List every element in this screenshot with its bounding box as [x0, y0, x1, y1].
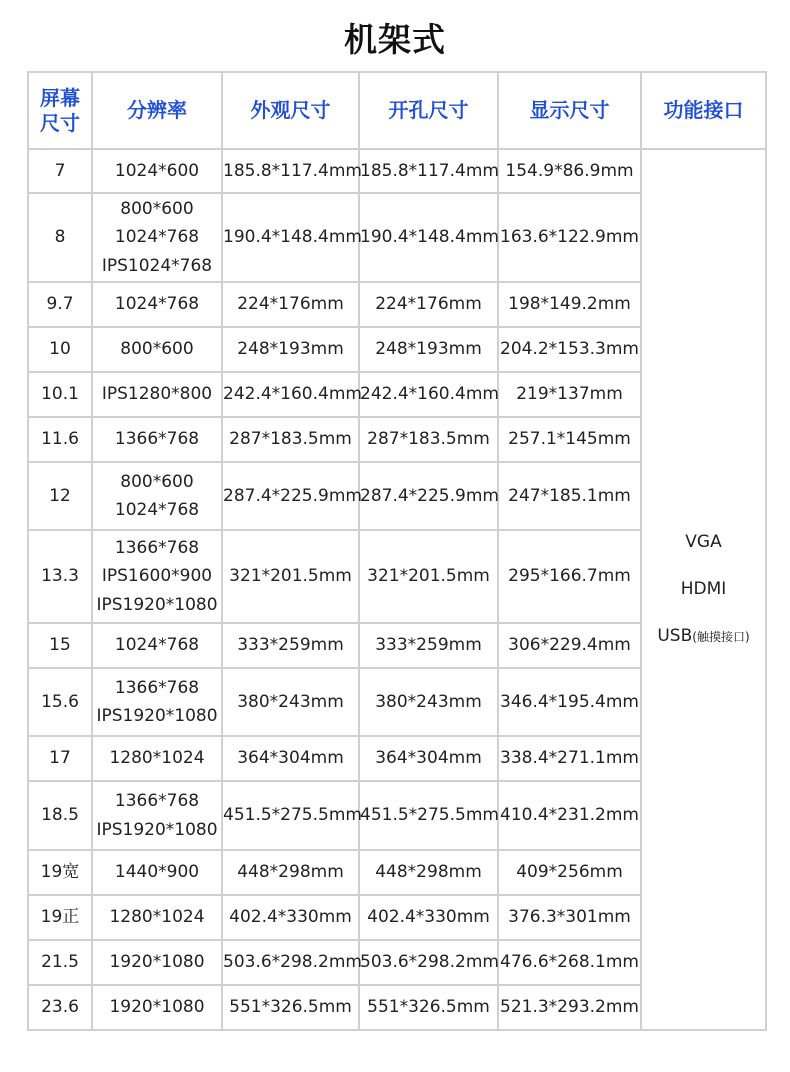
resolution-value: 800*600 [120, 199, 194, 220]
cell-display-size: 346.4*195.4mm [498, 668, 641, 736]
spec-table [27, 71, 767, 1031]
header-resolution: 分辨率 [92, 72, 222, 149]
cell-resolution [92, 940, 222, 985]
resolution-value: 1366*768 [114, 677, 200, 698]
cell-resolution [92, 417, 222, 462]
interface-usb-note: (触摸接口) [692, 630, 750, 644]
cell-display-size: 198*149.2mm [498, 282, 641, 327]
header-interface: 功能接口 [641, 72, 766, 149]
interface-hdmi: HDMI [680, 579, 727, 599]
cell-cutout-size: 380*243mm [359, 668, 498, 736]
cell-outer-size: 448*298mm [222, 850, 359, 895]
cell-outer-size: 287.4*225.9mm [222, 462, 359, 530]
cell-screen-size: 19宽 [28, 850, 92, 895]
cell-cutout-size: 287.4*225.9mm [359, 462, 498, 530]
resolution-value: 1366*768 [114, 538, 200, 559]
resolution-value: 1024*768 [114, 294, 200, 315]
cell-display-size: 476.6*268.1mm [498, 940, 641, 985]
cell-cutout-size: 224*176mm [359, 282, 498, 327]
interface-usb [642, 628, 765, 645]
cell-outer-size: 224*176mm [222, 282, 359, 327]
header-outer-size: 外观尺寸 [222, 72, 359, 149]
cell-outer-size: 503.6*298.2mm [222, 940, 359, 985]
cell-resolution [92, 781, 222, 850]
resolution-value: IPS1920*1080 [96, 706, 218, 726]
cell-cutout-size: 321*201.5mm [359, 530, 498, 623]
table-row [28, 149, 766, 193]
cell-outer-size: 402.4*330mm [222, 895, 359, 940]
cell-screen-size: 12 [28, 462, 92, 530]
cell-cutout-size: 448*298mm [359, 850, 498, 895]
header-display-size: 显示尺寸 [498, 72, 641, 149]
cell-outer-size: 185.8*117.4mm [222, 149, 359, 193]
cell-screen-size: 15 [28, 623, 92, 668]
header-screen-size-line1: 屏幕 [40, 85, 80, 110]
cell-resolution [92, 850, 222, 895]
resolution-value: 1024*600 [114, 160, 200, 181]
cell-outer-size: 242.4*160.4mm [222, 372, 359, 417]
cell-display-size: 410.4*231.2mm [498, 781, 641, 850]
cell-cutout-size: 503.6*298.2mm [359, 940, 498, 985]
cell-resolution [92, 895, 222, 940]
cell-screen-size: 17 [28, 736, 92, 781]
cell-display-size: 154.9*86.9mm [498, 149, 641, 193]
cell-screen-size: 8 [28, 193, 92, 282]
resolution-value: 800*600 [120, 471, 194, 492]
resolution-value: 1280*1024 [109, 907, 205, 928]
cell-resolution [92, 282, 222, 327]
cell-resolution [92, 193, 222, 282]
cell-screen-size: 19正 [28, 895, 92, 940]
cell-resolution [92, 149, 222, 193]
cell-screen-size: 13.3 [28, 530, 92, 623]
cell-outer-size: 190.4*148.4mm [222, 193, 359, 282]
cell-cutout-size: 190.4*148.4mm [359, 193, 498, 282]
cell-resolution [92, 372, 222, 417]
cell-resolution [92, 736, 222, 781]
interface-vga: VGA [685, 532, 722, 552]
cell-screen-size: 7 [28, 149, 92, 193]
cell-cutout-size: 451.5*275.5mm [359, 781, 498, 850]
cell-cutout-size: 402.4*330mm [359, 895, 498, 940]
resolution-value: 1920*1080 [109, 952, 205, 973]
resolution-value: 1024*768 [114, 635, 200, 656]
header-screen-size-line2: 尺寸 [40, 110, 80, 135]
cell-screen-size: 10 [28, 327, 92, 372]
cell-display-size: 376.3*301mm [498, 895, 641, 940]
cell-cutout-size: 287*183.5mm [359, 417, 498, 462]
cell-outer-size: 364*304mm [222, 736, 359, 781]
cell-cutout-size: 242.4*160.4mm [359, 372, 498, 417]
cell-screen-size: 11.6 [28, 417, 92, 462]
resolution-value: 1280*1024 [109, 748, 205, 769]
cell-display-size: 247*185.1mm [498, 462, 641, 530]
cell-screen-size: 10.1 [28, 372, 92, 417]
resolution-value: IPS1920*1080 [96, 819, 218, 840]
cell-outer-size: 551*326.5mm [222, 985, 359, 1030]
cell-screen-size: 9.7 [28, 282, 92, 327]
cell-cutout-size: 333*259mm [359, 623, 498, 668]
cell-display-size: 338.4*271.1mm [498, 736, 641, 781]
cell-outer-size: 321*201.5mm [222, 530, 359, 623]
cell-screen-size: 15.6 [28, 668, 92, 736]
resolution-value: 1366*768 [114, 429, 200, 450]
cell-display-size: 409*256mm [498, 850, 641, 895]
cell-display-size: 306*229.4mm [498, 623, 641, 668]
cell-display-size: 204.2*153.3mm [498, 327, 641, 372]
cell-outer-size: 333*259mm [222, 623, 359, 668]
cell-display-size: 521.3*293.2mm [498, 985, 641, 1030]
cell-outer-size: 248*193mm [222, 327, 359, 372]
resolution-value: 1366*768 [114, 791, 200, 812]
resolution-value: 1440*900 [114, 862, 200, 883]
header-cutout-size: 开孔尺寸 [359, 72, 498, 149]
resolution-value: IPS1920*1080 [96, 594, 218, 615]
resolution-value: IPS1024*768 [101, 255, 213, 276]
resolution-value: IPS1600*900 [101, 566, 213, 587]
cell-resolution [92, 530, 222, 623]
cell-display-size: 295*166.7mm [498, 530, 641, 623]
cell-outer-size: 287*183.5mm [222, 417, 359, 462]
header-screen-size [28, 72, 92, 149]
cell-display-size: 219*137mm [498, 372, 641, 417]
resolution-value: 1024*768 [114, 227, 200, 248]
cell-resolution [92, 462, 222, 530]
cell-display-size: 257.1*145mm [498, 417, 641, 462]
cell-resolution [92, 623, 222, 668]
resolution-value: 1024*768 [114, 500, 200, 520]
cell-resolution [92, 327, 222, 372]
resolution-value: 1920*1080 [109, 997, 205, 1018]
resolution-value: IPS1280*800 [101, 384, 213, 405]
cell-screen-size: 23.6 [28, 985, 92, 1030]
cell-screen-size: 18.5 [28, 781, 92, 850]
cell-cutout-size: 551*326.5mm [359, 985, 498, 1030]
cell-outer-size: 380*243mm [222, 668, 359, 736]
cell-outer-size: 451.5*275.5mm [222, 781, 359, 850]
cell-cutout-size: 185.8*117.4mm [359, 149, 498, 193]
cell-screen-size: 21.5 [28, 940, 92, 985]
cell-resolution [92, 985, 222, 1030]
cell-interface [641, 149, 766, 1030]
cell-cutout-size: 364*304mm [359, 736, 498, 781]
page-title: 机架式 [344, 20, 446, 59]
header-row [28, 72, 766, 149]
cell-cutout-size: 248*193mm [359, 327, 498, 372]
cell-resolution [92, 668, 222, 736]
interface-usb-label: USB [657, 626, 693, 646]
cell-display-size: 163.6*122.9mm [498, 193, 641, 282]
resolution-value: 800*600 [120, 339, 194, 360]
